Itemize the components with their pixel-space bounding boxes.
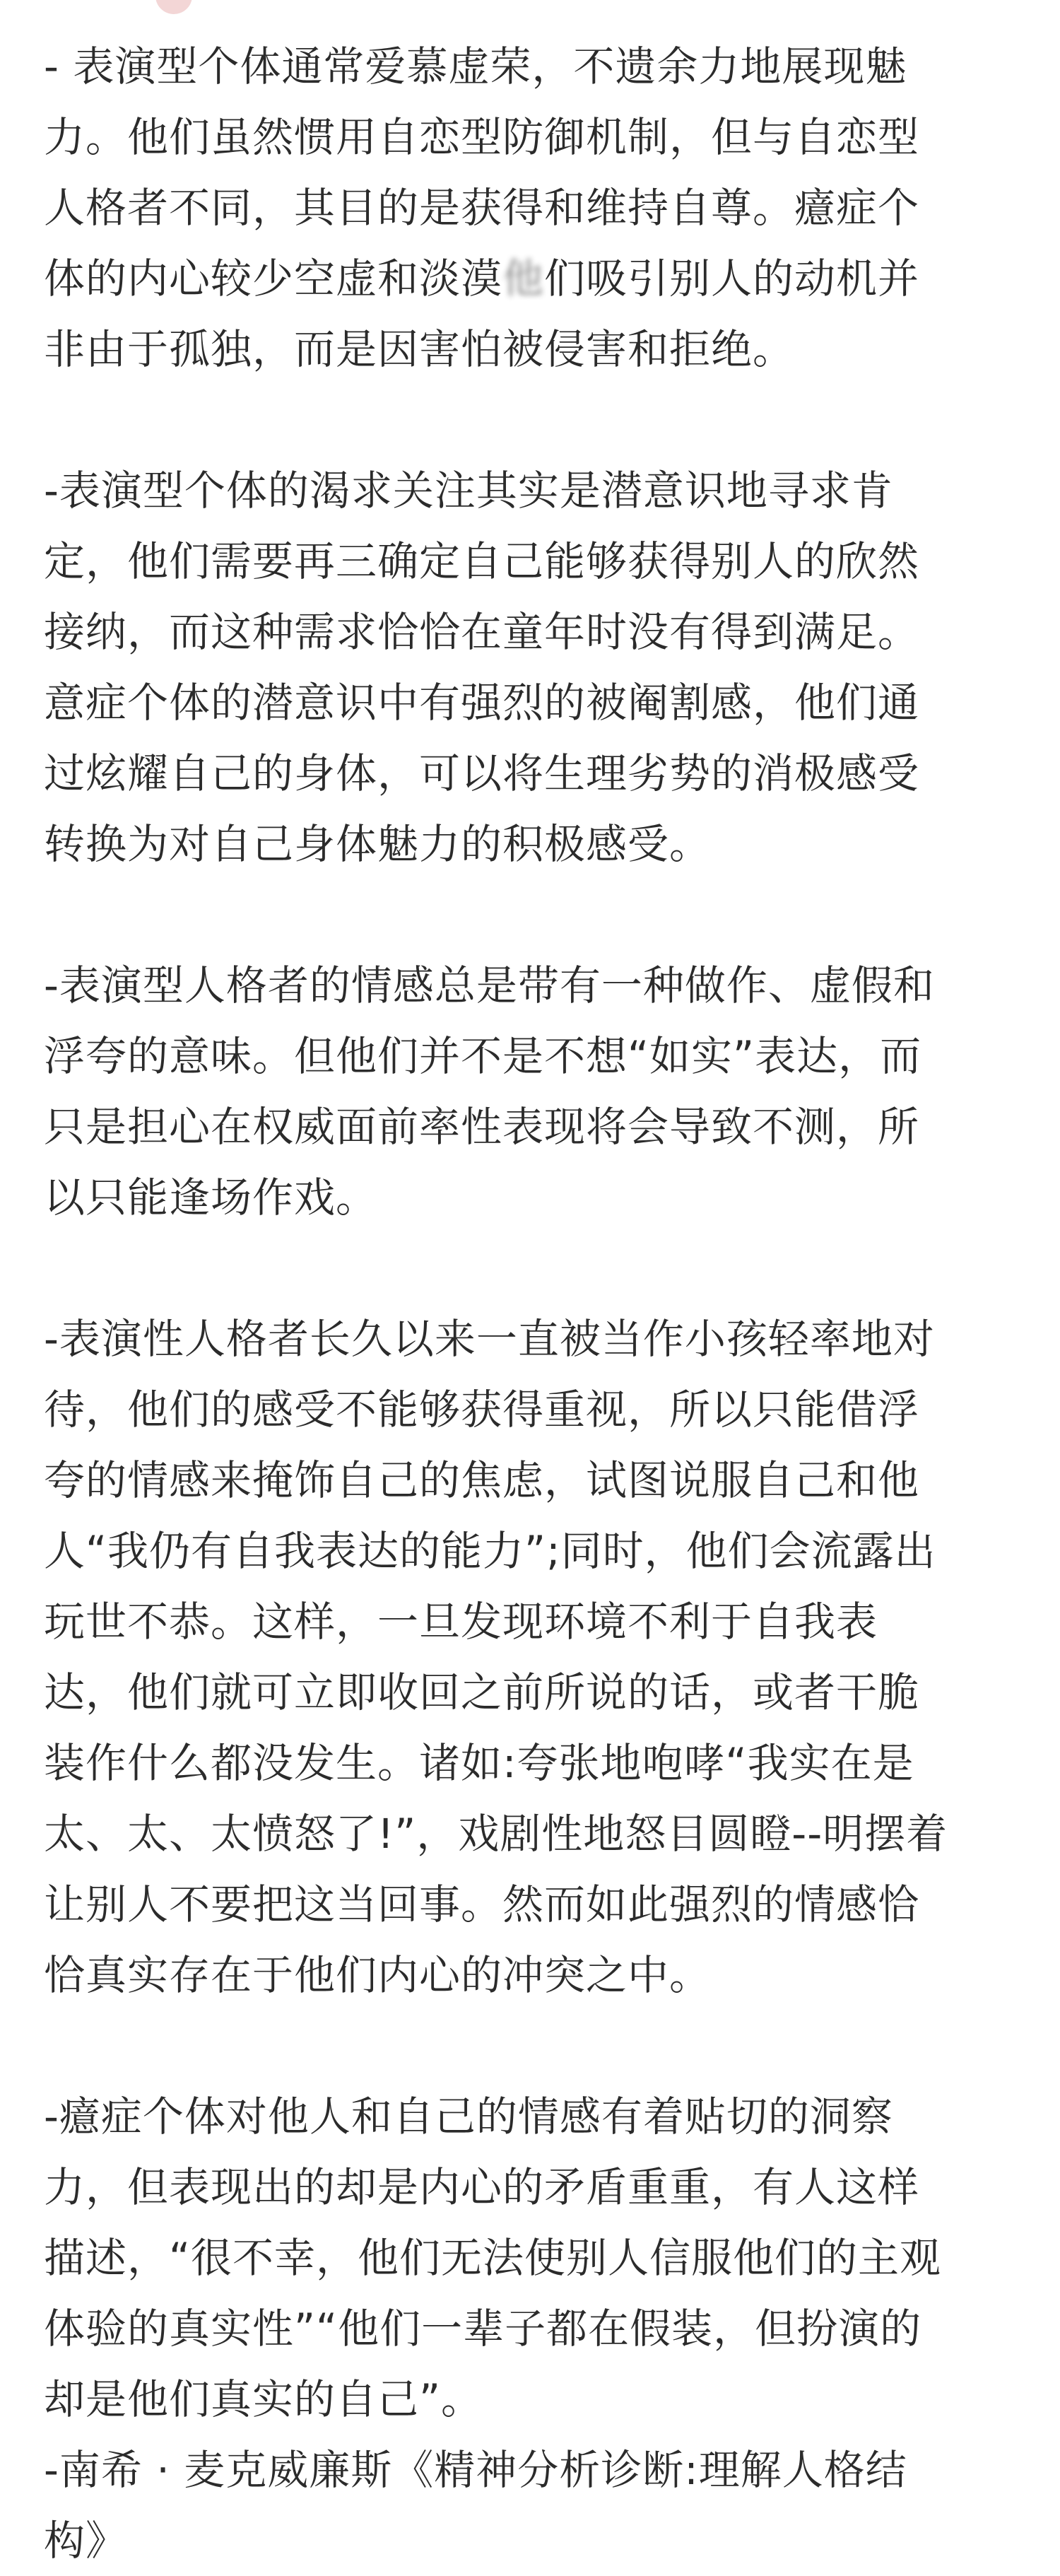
- text-line: 力，但表现出的却是内心的矛盾重重，有人这样: [44, 2163, 920, 2211]
- text-line: -表演型个体的渴求关注其实是潜意识地寻求肯: [44, 467, 893, 515]
- text-line: 描述，“很不幸，他们无法使别人信服他们的主观: [44, 2234, 942, 2282]
- text-line: 恰真实存在于他们内心的冲突之中。: [44, 1951, 712, 1999]
- text-line: -表演性人格者长久以来一直被当作小孩轻率地对: [44, 1315, 935, 1363]
- text-line: 非由于孤独，而是因害怕被侵害和拒绝。: [44, 325, 795, 373]
- text-line: 意症个体的潜意识中有强烈的被阉割感，他们通: [44, 679, 920, 727]
- text-line: 浮夸的意味。但他们并不是不想“如实”表达，而: [44, 1032, 922, 1080]
- text-line: -表演型人格者的情感总是带有一种做作、虚假和: [44, 961, 935, 1009]
- text-line: 只是担心在权威面前率性表现将会导致不测，所: [44, 1103, 920, 1151]
- paragraph: [44, 2081, 1033, 2576]
- text-line: 转换为对自己身体魅力的积极感受。: [44, 820, 712, 868]
- paragraph: [44, 31, 1033, 385]
- text-line: - 表演型个体通常爱慕虚荣，不遗余力地展现魅: [44, 42, 907, 90]
- text-line: 玩世不恭。这样，一旦发现环境不利于自我表: [44, 1598, 878, 1646]
- avatar-fragment: [155, 0, 192, 14]
- paragraph: [44, 950, 1033, 1233]
- text-line: 达，他们就可立即收回之前所说的话，或者干脆: [44, 1668, 920, 1716]
- post-text: [44, 31, 1033, 2576]
- text-segment: 们吸引别人的动机并: [544, 254, 920, 303]
- paragraph: [44, 455, 1033, 879]
- text-line: 体验的真实性”“他们一辈子都在假装，但扮演的: [44, 2305, 922, 2353]
- text-line: -南希 · 麦克威廉斯《精神分析诊断:理解人格结: [44, 2446, 907, 2494]
- text-line: 人“我仍有自我表达的能力”;同时，他们会流露出: [44, 1527, 936, 1575]
- paragraph-gap: [44, 385, 1033, 455]
- text-line: 人格者不同，其目的是获得和维持自尊。癔症个: [44, 184, 920, 232]
- text-line: 夸的情感来掩饰自己的焦虑，试图说服自己和他: [44, 1456, 920, 1504]
- text-line: 接纳，而这种需求恰恰在童年时没有得到满足。: [44, 608, 920, 656]
- text-line: 力。他们虽然惯用自恋型防御机制，但与自恋型: [44, 113, 920, 161]
- text-line: 以只能逢场作戏。: [44, 1173, 378, 1222]
- blurred-text: 他: [502, 254, 545, 303]
- text-line: 装作什么都没发生。诸如:夸张地咆哮“我实在是: [44, 1739, 914, 1787]
- text-line: 构》: [44, 2517, 128, 2565]
- text-line: -癔症个体对他人和自己的情感有着贴切的洞察: [44, 2092, 893, 2141]
- paragraph-gap: [44, 1233, 1033, 1304]
- text-line: 定，他们需要再三确定自己能够获得别人的欣然: [44, 537, 920, 585]
- paragraph-gap: [44, 2010, 1033, 2081]
- text-line: 让别人不要把这当回事。然而如此强烈的情感恰: [44, 1880, 920, 1928]
- paragraph-gap: [44, 879, 1033, 950]
- text-line: 待，他们的感受不能够获得重视，所以只能借浮: [44, 1386, 920, 1434]
- text-line: 却是他们真实的自己”。: [44, 2375, 483, 2423]
- text-line: 太、太、太愤怒了!”，戏剧性地怒目圆瞪--明摆着: [44, 1810, 948, 1858]
- text-line: 过炫耀自己的身体，可以将生理劣势的消极感受: [44, 749, 920, 797]
- text-line: [44, 243, 1033, 314]
- paragraph: [44, 1304, 1033, 2010]
- text-segment: 体的内心较少空虚和淡漠: [44, 254, 503, 303]
